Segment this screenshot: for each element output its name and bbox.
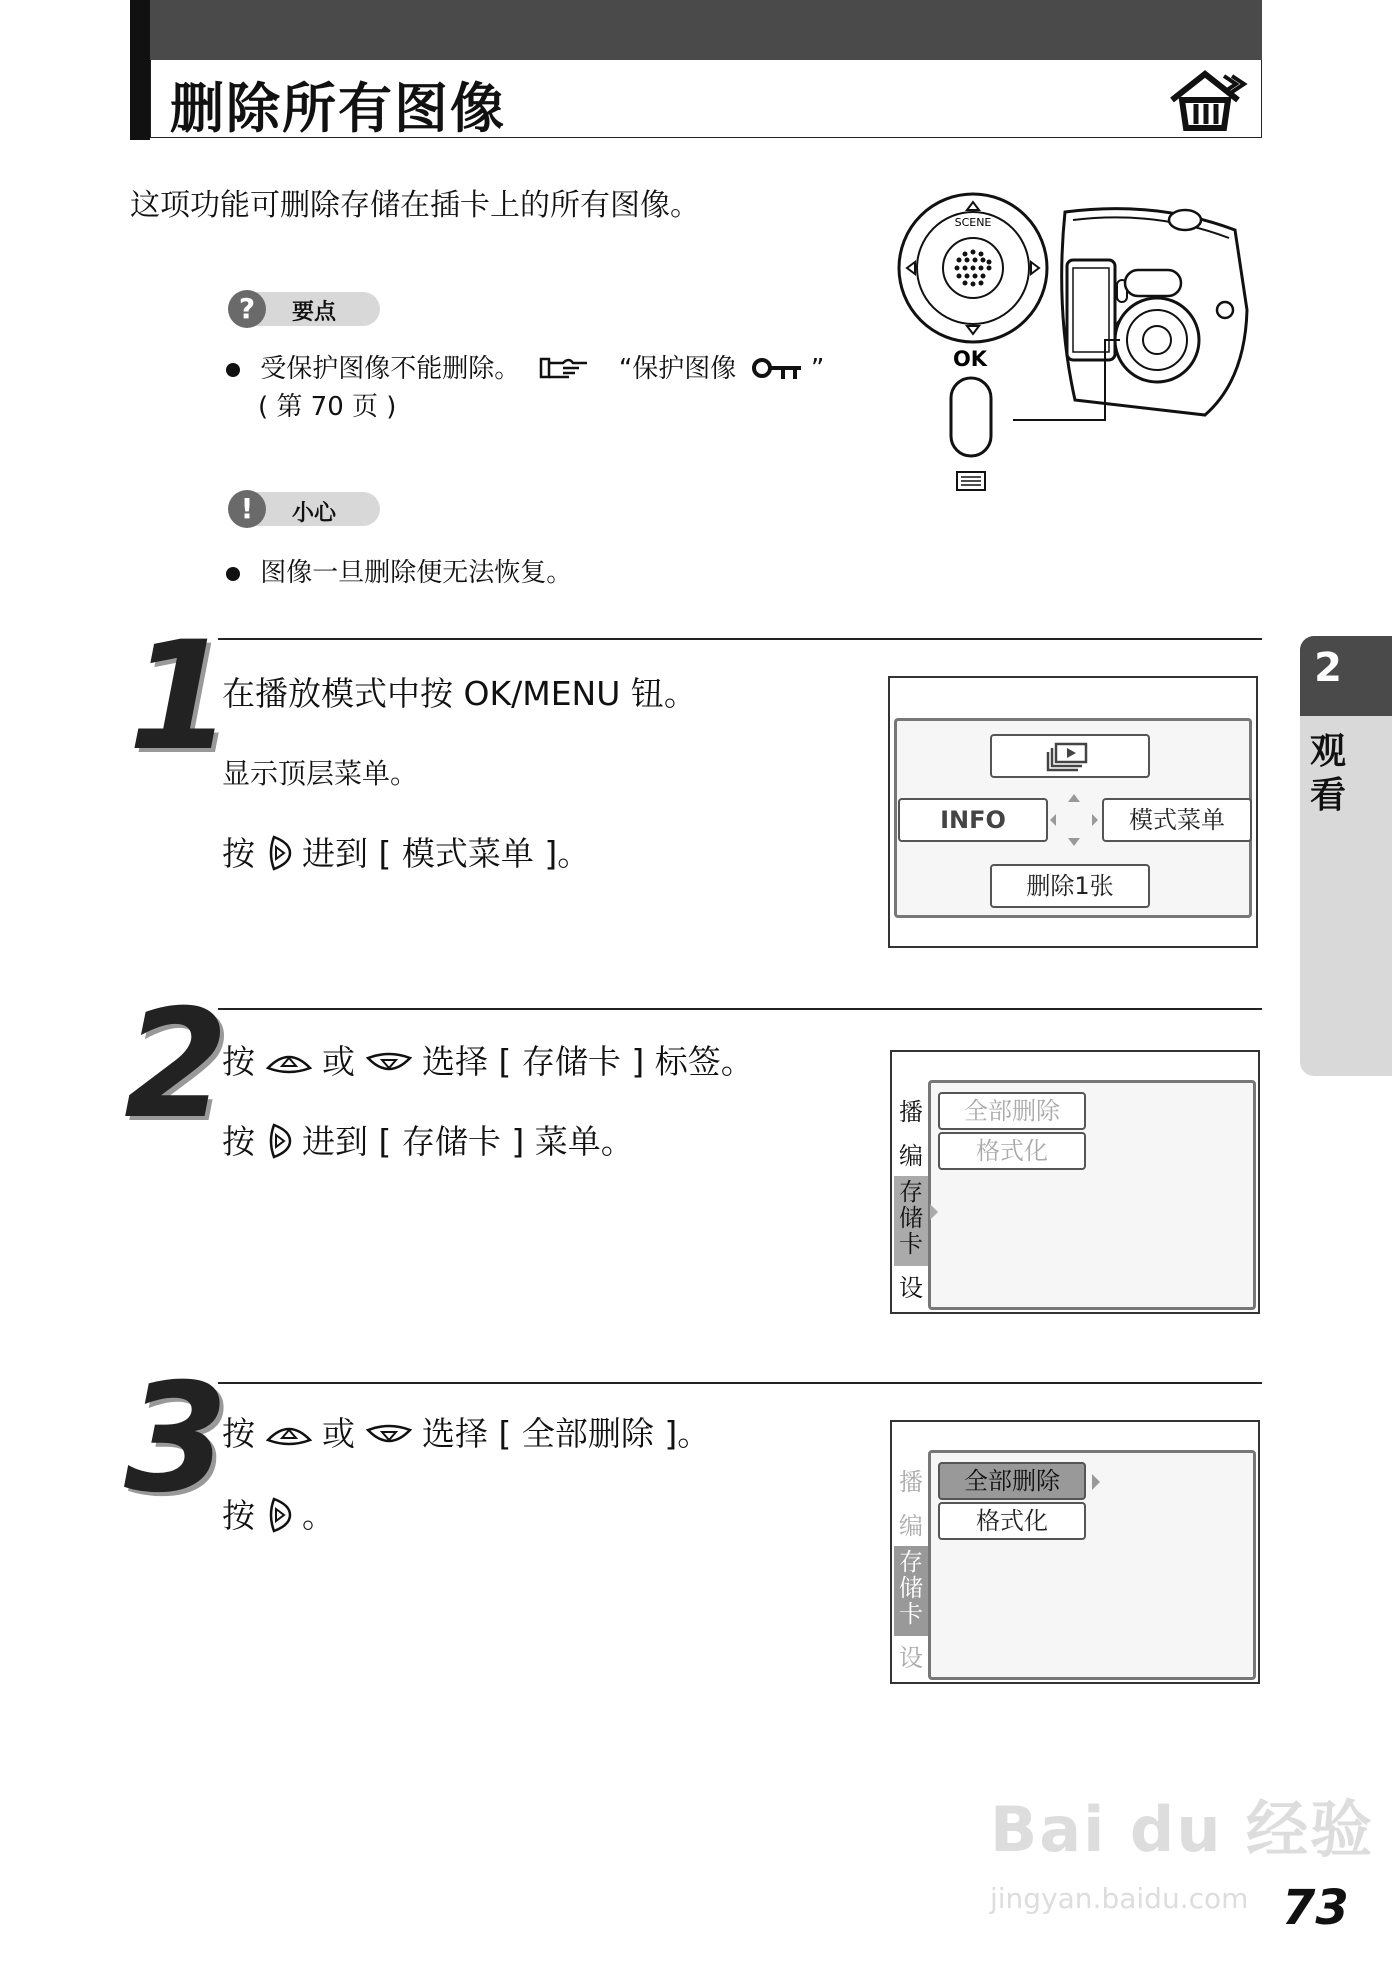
tab-edit[interactable]: 编 [899, 1512, 923, 1540]
protect-key-icon [751, 355, 803, 381]
tab-card-char-3: 卡 [899, 1230, 923, 1258]
step-1-sub: 显示顶层菜单。 [222, 757, 419, 790]
all-delete-item[interactable]: 全部删除 [938, 1092, 1086, 1130]
up-button-icon [266, 1422, 312, 1448]
tip-page-ref: ( 第 70 页 ) [258, 392, 397, 422]
tab-setup[interactable]: 设 [899, 1644, 923, 1672]
step-1-main: 在播放模式中按 OK/MENU 钮。 [222, 674, 697, 713]
step-2-rule [218, 1008, 1262, 1010]
bullet-dot [226, 567, 240, 581]
format-item[interactable]: 格式化 [938, 1132, 1086, 1170]
all-delete-item-selected[interactable]: 全部删除 [938, 1462, 1086, 1500]
caution-bullet: 图像一旦删除便无法恢复。 [226, 552, 572, 589]
exclamation-icon: ! [228, 490, 266, 528]
arrow-pad-icon [1046, 790, 1102, 850]
right-button-icon [266, 1497, 292, 1533]
tab-setup[interactable]: 设 [899, 1274, 923, 1302]
screen-1 [888, 676, 1258, 948]
step-2-main: 按 或 选择 [ 存储卡 ] 标签。 [222, 1042, 754, 1081]
tab-card-char-2: 储 [899, 1204, 923, 1232]
up-button-icon [266, 1050, 312, 1076]
header-bar [130, 0, 1262, 60]
item-pointer-icon [1090, 1472, 1102, 1492]
tip-label: 要点 [292, 300, 337, 325]
screen-2 [890, 1050, 1260, 1314]
watermark-url: jingyan.baidu.com [990, 1882, 1249, 1915]
chapter-number: 2 [1314, 645, 1342, 691]
svg-text:OK: OK [952, 347, 988, 371]
tab-card-char-1: 存 [899, 1548, 923, 1576]
tab-play[interactable]: 播 [899, 1468, 923, 1496]
down-button-icon [366, 1050, 412, 1076]
watermark-brand: Bai du 经验 [990, 1793, 1375, 1866]
tab-card-char-2: 储 [899, 1574, 923, 1602]
slideshow-icon [1046, 740, 1094, 772]
mode-menu-button[interactable]: 模式菜单 [1102, 798, 1252, 842]
tab-card-char-3: 卡 [899, 1600, 923, 1628]
tab-pointer-icon [928, 1202, 940, 1222]
tab-card-char-1: 存 [899, 1178, 923, 1206]
step-3-main: 按 或 选择 [ 全部删除 ]。 [222, 1414, 711, 1453]
tab-down-icon [902, 1256, 922, 1268]
delete-one-button[interactable]: 删除1张 [990, 864, 1150, 908]
step-2-action: 按 进到 [ 存储卡 ] 菜单。 [222, 1122, 634, 1161]
step-3-action: 按 。 [222, 1496, 335, 1535]
bullet-dot [226, 363, 240, 377]
camera-illustration [895, 190, 1255, 500]
page-title: 删除所有图像 [170, 77, 506, 140]
right-button-icon [266, 835, 292, 871]
tip-bullet: 受保护图像不能删除。 “保护图像 ” [226, 348, 824, 385]
down-button-icon [366, 1422, 412, 1448]
caution-label: 小心 [292, 501, 337, 526]
page-number: 73 [1282, 1880, 1349, 1936]
reference-hand-icon [539, 355, 591, 381]
right-button-icon [266, 1123, 292, 1159]
step-3-number: 3 [124, 1352, 229, 1526]
step-1-number: 1 [128, 610, 233, 784]
screen-3 [890, 1420, 1260, 1684]
svg-text:SCENE: SCENE [954, 216, 992, 229]
format-item[interactable]: 格式化 [938, 1502, 1086, 1540]
tab-play[interactable]: 播 [899, 1098, 923, 1126]
intro-text: 这项功能可删除存储在插卡上的所有图像。 [130, 188, 700, 223]
step-1-action: 按 进到 [ 模式菜单 ]。 [222, 834, 591, 873]
playback-menu-button[interactable] [990, 734, 1150, 778]
chapter-label: 观 看 [1310, 731, 1347, 816]
tab-edit[interactable]: 编 [899, 1142, 923, 1170]
question-icon: ? [228, 290, 266, 328]
step-2-number: 2 [124, 978, 229, 1152]
step-1-rule [218, 638, 1262, 640]
step-3-rule [218, 1382, 1262, 1384]
trash-mode-icon [1160, 66, 1250, 136]
info-button[interactable]: INFO [898, 798, 1048, 842]
header-accent [130, 0, 150, 140]
